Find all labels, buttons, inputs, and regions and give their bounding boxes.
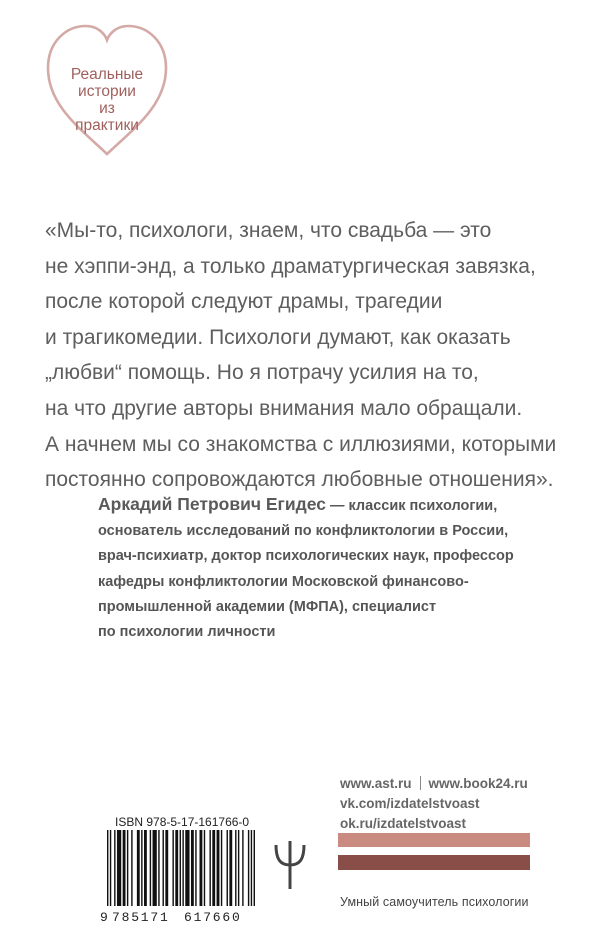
divider: [420, 776, 421, 790]
bio-line: основатель исследований по конфликтологии в России,: [98, 523, 509, 540]
series-name: Умный самоучитель психологии: [340, 895, 529, 909]
quote-line: не хэппи-энд, а только драматургическая завязка,: [45, 254, 536, 278]
quote-line: «Мы-то, психологи, знаем, что свадьба — это: [45, 219, 492, 242]
ok-link[interactable]: ok.ru/izdatelstvoast: [340, 816, 467, 831]
series-stripe-light: [338, 833, 530, 847]
psi-icon: [270, 835, 310, 895]
bio-line: кафедры конфликтологии Московской финансово-: [98, 573, 469, 590]
sites-row: [340, 774, 570, 794]
bio-first-rest: — классик психологии,: [325, 498, 498, 514]
badge-line: практики: [75, 117, 139, 134]
series-heart-badge: [42, 18, 172, 158]
series-stripe-dark: [338, 855, 530, 870]
quote-line: и трагикомедии. Психологи думают, как оказать: [45, 325, 511, 349]
quote-line: А начнем мы со знакомства с иллюзиями, которыми: [45, 432, 557, 456]
barcode-digits-left: 785171: [112, 910, 170, 925]
quote-line: постоянно сопровождаются любовные отношения».: [45, 468, 554, 492]
barcode-digits-right: 617660: [184, 910, 242, 925]
barcode-digit-first: 9: [100, 910, 108, 925]
quote-line: после которой следуют драмы, трагедии: [45, 290, 443, 314]
vk-link[interactable]: vk.com/izdatelstvoast: [340, 796, 480, 811]
publisher-links: [340, 774, 570, 834]
bio-first-line: [98, 492, 568, 519]
badge-text: [42, 66, 172, 134]
site-link-book24[interactable]: www.book24.ru: [428, 776, 528, 791]
site-link-ast[interactable]: www.ast.ru: [340, 776, 412, 791]
bio-line: промышленной академии (МФПА), специалист: [98, 598, 437, 615]
barcode: [107, 830, 255, 906]
badge-line: Реальные: [70, 66, 144, 83]
cover-quote: [45, 213, 560, 498]
quote-line: на что другие авторы внимания мало обращали.: [45, 396, 523, 420]
bio-line: врач-психиатр, доктор психологических наук, профессор: [98, 548, 514, 565]
bio-line: по психологии личности: [98, 624, 276, 641]
author-name: Аркадий Петрович Егидес: [98, 494, 326, 514]
author-bio: [98, 492, 568, 645]
isbn-label: ISBN 978-5-17-161766-0: [115, 815, 250, 829]
quote-line: „любви“ помощь. Но я потрачу усилия на то,: [45, 361, 479, 385]
badge-line: истории: [78, 83, 136, 100]
badge-line: из: [99, 100, 115, 117]
